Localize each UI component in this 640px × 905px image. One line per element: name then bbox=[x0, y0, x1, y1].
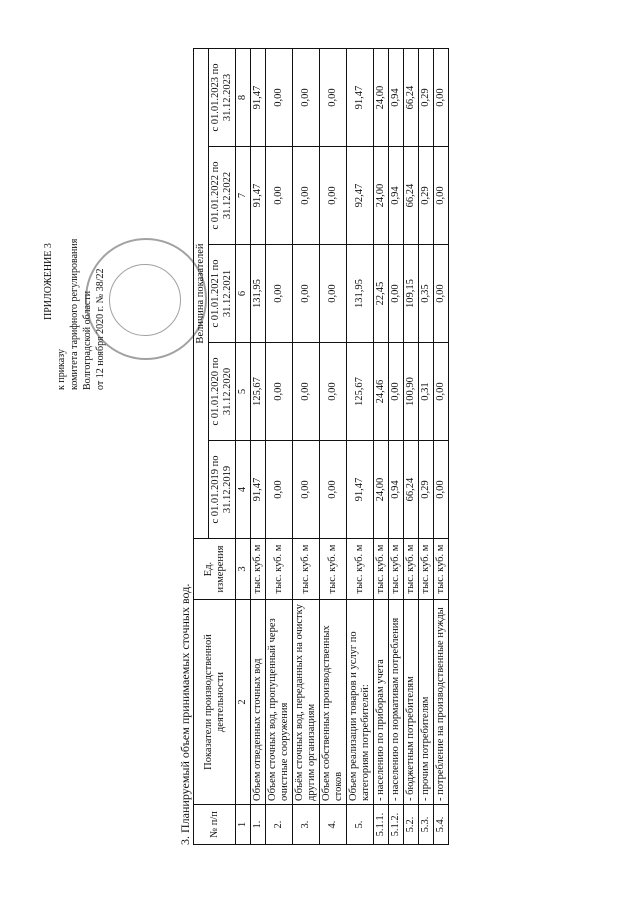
row-value: 0,00 bbox=[389, 245, 404, 343]
row-number: 5.1.1. bbox=[374, 805, 389, 845]
row-value: 22,45 bbox=[374, 245, 389, 343]
section-title: 3. Планируемый объем принимаемых сточных вод. bbox=[178, 583, 192, 845]
row-unit: тыс. куб. м bbox=[404, 539, 419, 600]
header-period: с 01.01.2020 по 31.12.2020 bbox=[209, 343, 236, 441]
header-values-group: Величина показателей bbox=[194, 49, 209, 539]
header-num: № п/п bbox=[194, 805, 236, 845]
row-value: 0,00 bbox=[293, 441, 320, 539]
row-unit: тыс. куб. м bbox=[419, 539, 434, 600]
row-indicator: Объем собственных производственных стоков bbox=[320, 600, 347, 805]
row-value: 0,00 bbox=[293, 147, 320, 245]
column-number: 2 bbox=[236, 600, 251, 805]
appendix-label: ПРИЛОЖЕНИЕ 3 bbox=[43, 243, 54, 320]
row-value: 24,00 bbox=[374, 147, 389, 245]
row-value: 0,31 bbox=[419, 343, 434, 441]
row-value: 0,00 bbox=[266, 49, 293, 147]
row-value: 0,29 bbox=[419, 49, 434, 147]
row-number: 4. bbox=[320, 805, 347, 845]
row-indicator: Объем реализации товаров и услуг по категориям потребителей: bbox=[347, 600, 374, 805]
row-number: 5.1.2. bbox=[389, 805, 404, 845]
table-row bbox=[419, 49, 434, 845]
row-value: 0,00 bbox=[320, 147, 347, 245]
row-unit: тыс. куб. м bbox=[266, 539, 293, 600]
row-value: 91,47 bbox=[251, 441, 266, 539]
row-value: 0,00 bbox=[389, 343, 404, 441]
row-value: 0,00 bbox=[320, 245, 347, 343]
row-value: 0,94 bbox=[389, 441, 404, 539]
appendix-line-4: от 12 ноября 2020 г. № 38/22 bbox=[95, 268, 106, 390]
row-value: 0,00 bbox=[434, 441, 449, 539]
row-indicator: - бюджетным потребителям bbox=[404, 600, 419, 805]
header-period: с 01.01.2021 по 31.12.2021 bbox=[209, 245, 236, 343]
row-indicator: - населению по нормативам потребления bbox=[389, 600, 404, 805]
row-value: 0,00 bbox=[293, 49, 320, 147]
row-value: 24,46 bbox=[374, 343, 389, 441]
row-value: 0,00 bbox=[434, 245, 449, 343]
row-value: 109,15 bbox=[404, 245, 419, 343]
row-value: 0,00 bbox=[293, 343, 320, 441]
column-number: 6 bbox=[236, 245, 251, 343]
appendix-line-2: комитета тарифного регулирования bbox=[69, 238, 80, 390]
row-value: 0,94 bbox=[389, 147, 404, 245]
row-value: 125,67 bbox=[251, 343, 266, 441]
row-number: 3. bbox=[293, 805, 320, 845]
header-row-1 bbox=[194, 49, 209, 845]
row-unit: тыс. куб. м bbox=[320, 539, 347, 600]
table-row bbox=[434, 49, 449, 845]
header-unit: Ед. измерения bbox=[194, 539, 236, 600]
row-value: 0,00 bbox=[293, 245, 320, 343]
row-unit: тыс. куб. м bbox=[347, 539, 374, 600]
row-value: 0,29 bbox=[419, 441, 434, 539]
appendix-line-1: к приказу bbox=[56, 349, 67, 390]
row-value: 0,35 bbox=[419, 245, 434, 343]
table-body bbox=[236, 49, 449, 845]
row-value: 131,95 bbox=[347, 245, 374, 343]
row-number: 5. bbox=[347, 805, 374, 845]
row-unit: тыс. куб. м bbox=[374, 539, 389, 600]
row-value: 0,00 bbox=[320, 49, 347, 147]
row-value: 131,95 bbox=[251, 245, 266, 343]
row-value: 0,00 bbox=[434, 343, 449, 441]
row-value: 91,47 bbox=[347, 441, 374, 539]
row-number: 5.2. bbox=[404, 805, 419, 845]
row-value: 0,29 bbox=[419, 147, 434, 245]
row-number: 5.4. bbox=[434, 805, 449, 845]
header-indicator: Показатели производственной деятельности bbox=[194, 600, 236, 805]
row-indicator: - населению по приборам учета bbox=[374, 600, 389, 805]
row-indicator: Объем сточных вод, пропущенный через очистные сооружения bbox=[266, 600, 293, 805]
row-value: 24,00 bbox=[374, 49, 389, 147]
row-value: 92,47 bbox=[347, 147, 374, 245]
row-indicator: Объем отведенных сточных вод bbox=[251, 600, 266, 805]
table-row bbox=[293, 49, 320, 845]
row-indicator: - потребление на производственные нужды bbox=[434, 600, 449, 805]
table-row bbox=[251, 49, 266, 845]
row-indicator: - прочим потребителям bbox=[419, 600, 434, 805]
seal-inner-ring bbox=[109, 264, 181, 336]
row-value: 24,00 bbox=[374, 441, 389, 539]
appendix-header bbox=[42, 90, 107, 390]
row-value: 0,00 bbox=[434, 147, 449, 245]
header-period: с 01.01.2022 по 31.12.2022 bbox=[209, 147, 236, 245]
table-row bbox=[347, 49, 374, 845]
table-row bbox=[266, 49, 293, 845]
row-number: 1. bbox=[251, 805, 266, 845]
row-value: 91,47 bbox=[251, 147, 266, 245]
row-value: 100,90 bbox=[404, 343, 419, 441]
table-row bbox=[374, 49, 389, 845]
row-value: 0,00 bbox=[266, 147, 293, 245]
row-value: 0,00 bbox=[320, 441, 347, 539]
row-value: 0,00 bbox=[266, 441, 293, 539]
row-unit: тыс. куб. м bbox=[293, 539, 320, 600]
row-value: 0,00 bbox=[266, 343, 293, 441]
row-value: 0,00 bbox=[434, 49, 449, 147]
official-seal bbox=[85, 238, 207, 360]
row-unit: тыс. куб. м bbox=[434, 539, 449, 600]
table-row bbox=[404, 49, 419, 845]
row-value: 0,00 bbox=[320, 343, 347, 441]
row-value: 91,47 bbox=[347, 49, 374, 147]
volume-table bbox=[193, 48, 449, 845]
table-row bbox=[389, 49, 404, 845]
appendix-line-3: Волгоградской области bbox=[82, 290, 93, 390]
row-value: 66,24 bbox=[404, 147, 419, 245]
row-value: 91,47 bbox=[251, 49, 266, 147]
column-number: 8 bbox=[236, 49, 251, 147]
row-value: 0,94 bbox=[389, 49, 404, 147]
header-period: с 01.01.2023 по 31.12.2023 bbox=[209, 49, 236, 147]
header-period: с 01.01.2019 по 31.12.2019 bbox=[209, 441, 236, 539]
row-value: 66,24 bbox=[404, 441, 419, 539]
row-unit: тыс. куб. м bbox=[389, 539, 404, 600]
column-number: 3 bbox=[236, 539, 251, 600]
row-value: 66,24 bbox=[404, 49, 419, 147]
row-value: 0,00 bbox=[266, 245, 293, 343]
table-row bbox=[320, 49, 347, 845]
column-number: 4 bbox=[236, 441, 251, 539]
row-number: 5.3. bbox=[419, 805, 434, 845]
column-number: 5 bbox=[236, 343, 251, 441]
row-number: 2. bbox=[266, 805, 293, 845]
column-number: 1 bbox=[236, 805, 251, 845]
column-numbers-row bbox=[236, 49, 251, 845]
row-value: 125,67 bbox=[347, 343, 374, 441]
column-number: 7 bbox=[236, 147, 251, 245]
row-indicator: Объём сточных вод, переданных на очистку другим организациям bbox=[293, 600, 320, 805]
row-unit: тыс. куб. м bbox=[251, 539, 266, 600]
